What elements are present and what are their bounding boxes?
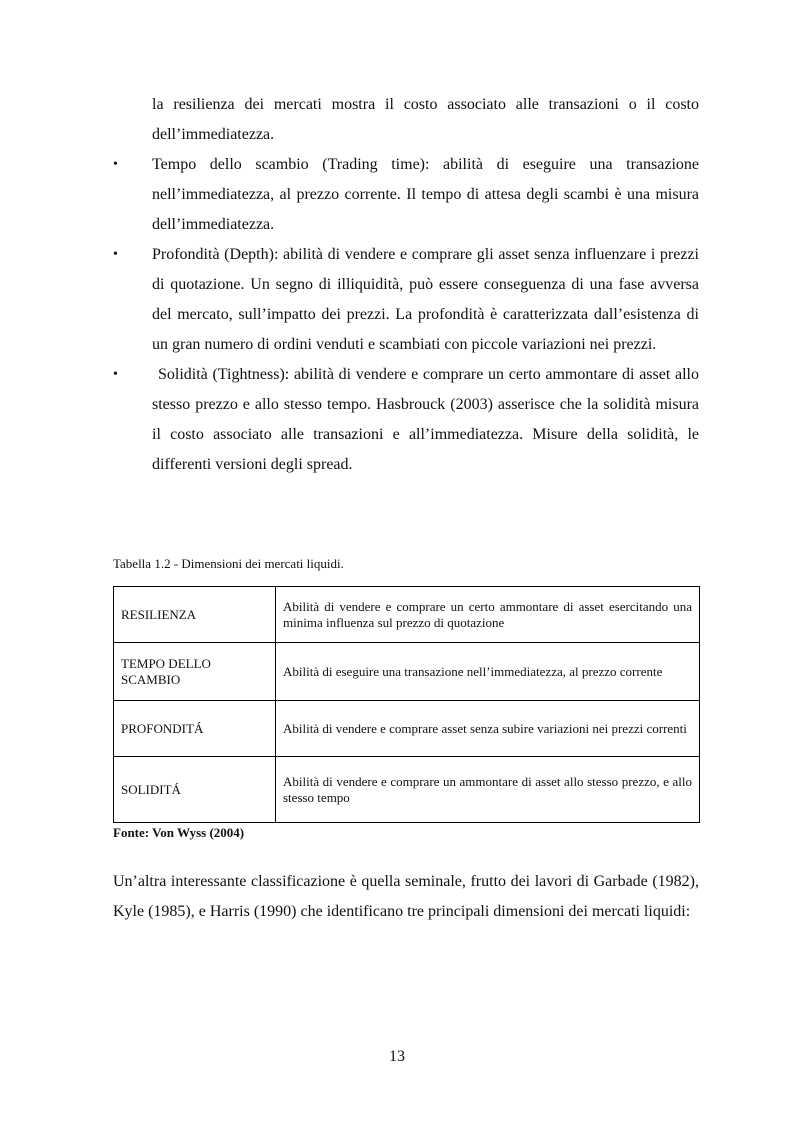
bullet-list — [0, 150, 794, 480]
bullet-item-depth — [0, 240, 794, 360]
body-paragraph: Un’altra interessante classificazione è quella seminale, frutto dei lavori di Garbade (1982), Kyle (1985), e Harris (1990) che identificano tre principali dimensioni dei mercati liquidi: — [113, 873, 699, 920]
row-label: SOLIDITÁ — [114, 757, 276, 823]
continuation-text: la resilienza dei mercati mostra il costo associato alle transazioni o il costo dell’immediatezza. — [152, 96, 699, 143]
row-description: Abilità di vendere e comprare asset senza subire variazioni nei prezzi correnti — [276, 701, 700, 757]
bullet-dot-icon: • — [113, 157, 118, 172]
bullet-item-tightness — [0, 360, 794, 480]
dimensions-table — [113, 586, 700, 823]
bullet-text: Tempo dello scambio (Trading time): abilità di eseguire una transazione nell’immediatezza, al prezzo corrente. Il tempo di attesa degli scambi è una misura dell’immediatezza. — [152, 156, 699, 233]
bullet-dot-icon: • — [113, 247, 118, 262]
bullet-text: Profondità (Depth): abilità di vendere e comprare gli asset senza influenzare i prezzi di quotazione. Un segno di illiquidità, può essere conseguenza di una fase avversa del mercato, sull’impatto dei prezzi. La profondità è caratterizzata dall’esistenza di un gran numero di ordini venduti e scambiati con piccole variazioni nei prezzi. — [152, 246, 699, 353]
table-source: Fonte: Von Wyss (2004) — [113, 825, 245, 840]
table-row — [114, 587, 700, 643]
row-label: TEMPO DELLO SCAMBIO — [114, 643, 276, 701]
bullet-text: Solidità (Tightness): abilità di vendere e comprare un certo ammontare di asset allo stesso prezzo e allo stesso tempo. Hasbrouck (2003) asserisce che la solidità misura il costo associato alle transazioni e all’immediatezza. Misure della solidità, le differenti versioni degli spread. — [152, 366, 699, 473]
row-label: PROFONDITÁ — [114, 701, 276, 757]
table-row — [114, 757, 700, 823]
table-row — [114, 643, 700, 701]
bullet-item-trading-time — [0, 150, 794, 240]
page-number: 13 — [389, 1048, 405, 1065]
row-label: RESILIENZA — [114, 587, 276, 643]
row-description: Abilità di eseguire una transazione nell’immediatezza, al prezzo corrente — [276, 643, 700, 701]
bullet-dot-icon: • — [113, 367, 118, 382]
row-description: Abilità di vendere e comprare un certo ammontare di asset esercitando una minima influenza sul prezzo di quotazione — [276, 587, 700, 643]
table-caption: Tabella 1.2 - Dimensioni dei mercati liquidi. — [113, 556, 344, 571]
row-description: Abilità di vendere e comprare un ammontare di asset allo stesso prezzo, e allo stesso tempo — [276, 757, 700, 823]
table-row — [114, 701, 700, 757]
